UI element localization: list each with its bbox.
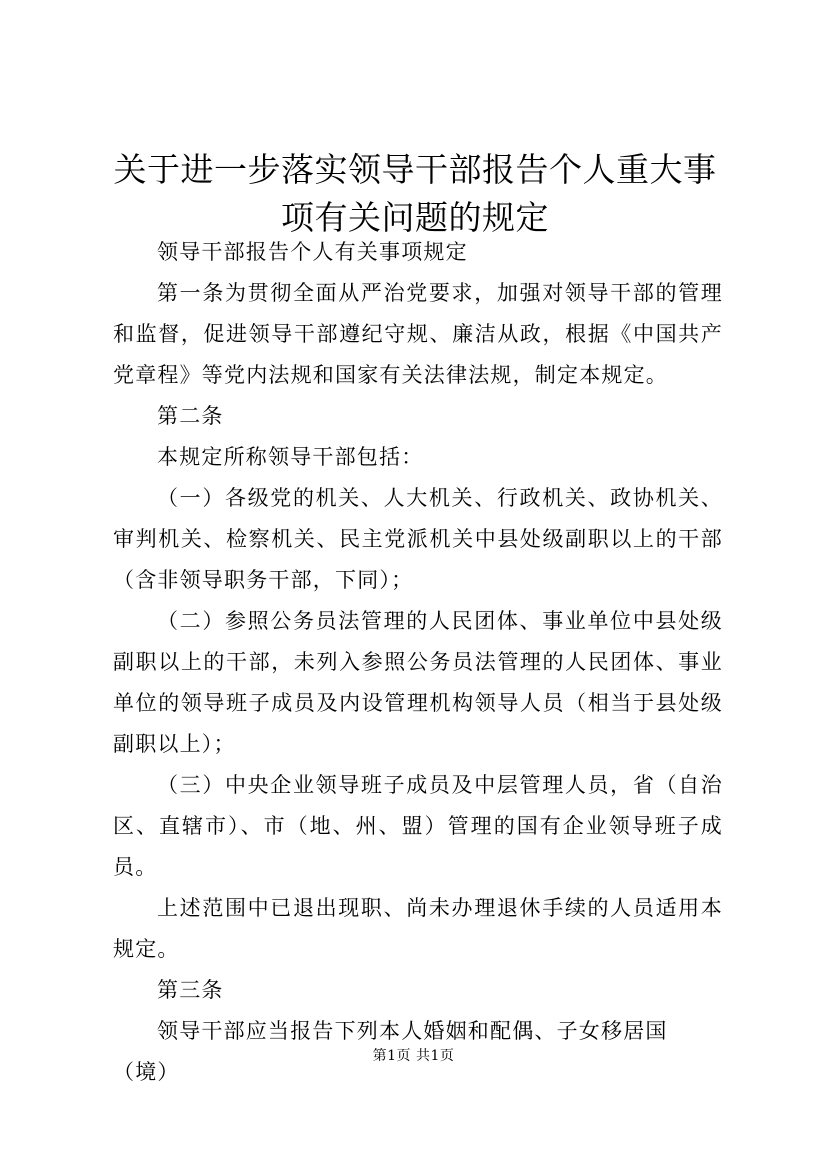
- paragraph-article-2-heading: 第二条: [157, 404, 224, 428]
- paragraph-item-1: （一）各级党的机关、人大机关、行政机关、政协机关、审判机关、检察机关、民主党派机关中县处级副职以上的干部（含非领导职务干部，下同）；: [113, 486, 723, 592]
- paragraph-article-3-body: 领导干部应当报告下列本人婚姻和配偶、子女移居国（境）: [113, 1019, 668, 1084]
- paragraph-scope-intro: 本规定所称领导干部包括：: [157, 445, 424, 469]
- paragraph-item-2: （二）参照公务员法管理的人民团体、事业单位中县处级副职以上的干部，未列入参照公务员法管理的人民团体、事业单位的领导班子成员及内设管理机构领导人员（相当于县处级副职以上）；: [113, 609, 723, 756]
- paragraph-subtitle: 领导干部报告个人有关事项规定: [157, 240, 468, 264]
- paragraph-article-3-heading: 第三条: [157, 978, 224, 1002]
- paragraph-item-3: （三）中央企业领导班子成员及中层管理人员，省（自治区、直辖市）、市（地、州、盟）管理的国有企业领导班子成员。: [113, 773, 723, 879]
- paragraph-scope-note: 上述范围中已退出现职、尚未办理退休手续的人员适用本规定。: [113, 896, 723, 961]
- document-title: 关于进一步落实领导干部报告个人重大事项有关问题的规定: [113, 150, 717, 237]
- document-body: [113, 232, 723, 1093]
- paragraph-article-1: 第一条为贯彻全面从严治党要求，加强对领导干部的管理和监督，促进领导干部遵纪守规、廉洁从政，根据《中国共产党章程》等党内法规和国家有关法律法规，制定本规定。: [113, 281, 723, 387]
- page-number-footer: 第1页 共1页: [372, 1048, 455, 1064]
